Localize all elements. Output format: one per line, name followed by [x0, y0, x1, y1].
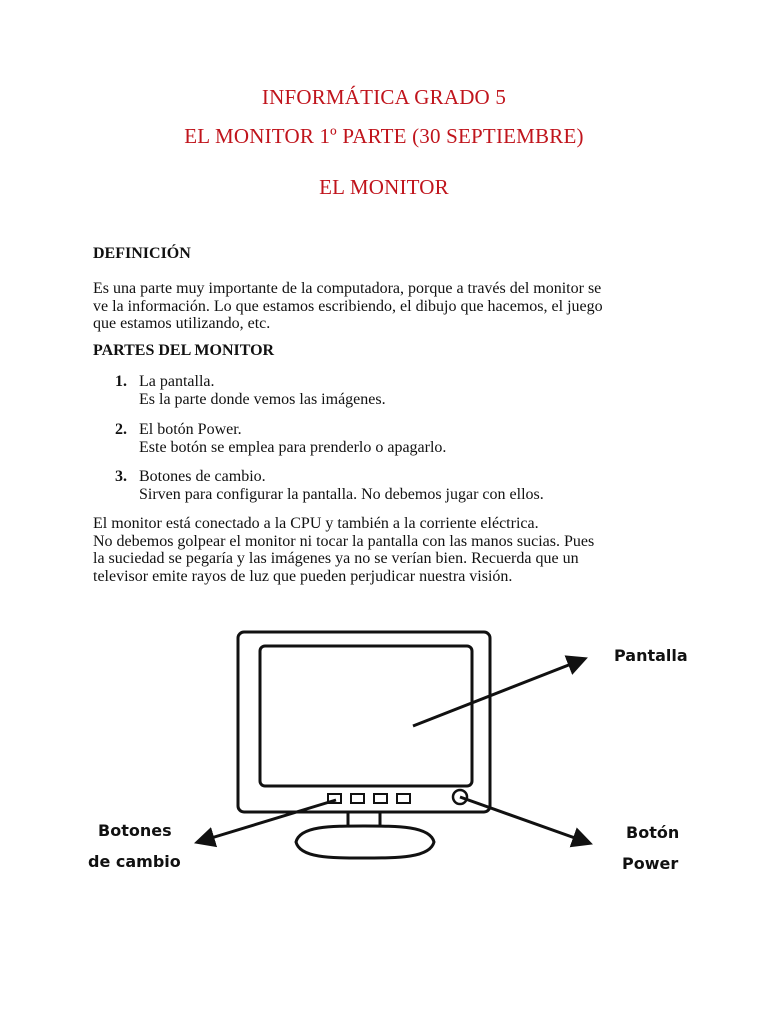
label-pantalla: Pantalla — [614, 646, 688, 665]
document-title: INFORMÁTICA GRADO 5 — [261, 85, 507, 109]
document-subtitle: EL MONITOR 1º PARTE (30 SEPTIEMBRE) — [184, 124, 584, 148]
parts-heading: PARTES DEL MONITOR — [93, 342, 275, 359]
connection-paragraph — [93, 515, 693, 585]
connection-line: No debemos golpear el monitor ni tocar la pantalla con las manos sucias. Pues — [93, 532, 595, 550]
definition-heading: DEFINICIÓN — [93, 245, 191, 262]
label-power: Power — [622, 854, 679, 873]
monitor-base — [296, 826, 434, 858]
connection-line: televisor emite rayos de luz que pueden perjudicar nuestra visión. — [93, 567, 513, 585]
definition-paragraph — [93, 280, 693, 333]
section-title: EL MONITOR — [319, 175, 449, 199]
item-description: Sirven para configurar la pantalla. No debemos jugar con ellos. — [139, 485, 544, 503]
label-botones: Botones — [98, 821, 172, 840]
label-boton: Botón — [626, 823, 680, 842]
item-description: Es la parte donde vemos las imágenes. — [139, 390, 386, 408]
item-name: El botón Power. — [139, 421, 242, 438]
connection-line: El monitor está conectado a la CPU y también a la corriente eléctrica. — [93, 515, 539, 532]
item-description: Este botón se emplea para prenderlo o apagarlo. — [139, 438, 447, 456]
item-name: La pantalla. — [139, 373, 215, 390]
list-number: 2. — [115, 421, 127, 438]
monitor-diagram — [0, 600, 768, 900]
definition-line: Es una parte muy importante de la computadora, porque a través del monitor se — [93, 280, 602, 297]
item-name: Botones de cambio. — [139, 468, 266, 485]
definition-line: que estamos utilizando, etc. — [93, 315, 271, 332]
arrow-to-power — [460, 797, 589, 843]
connection-line: la suciedad se pegaría y las imágenes ya no se verían bien. Recuerda que un — [93, 550, 579, 567]
list-number: 1. — [115, 373, 127, 390]
label-de-cambio: de cambio — [88, 852, 181, 871]
list-number: 3. — [115, 468, 127, 485]
definition-line: ve la información. Lo que estamos escribiendo, el dibujo que hacemos, el juego — [93, 297, 603, 315]
